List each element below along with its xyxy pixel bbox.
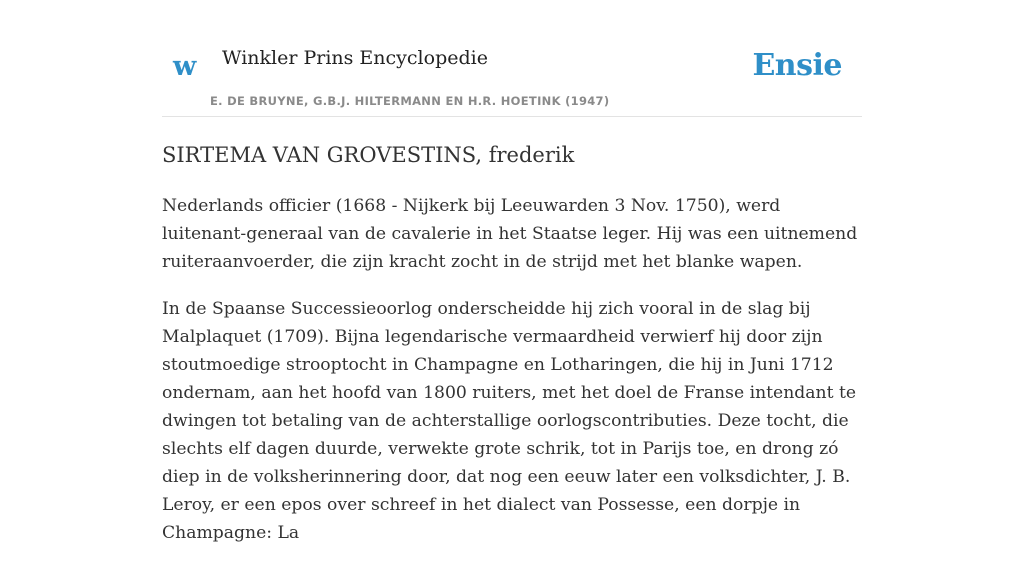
source-title: Winkler Prins Encyclopedie	[222, 47, 488, 69]
article-title: SIRTEMA VAN GROVESTINS, frederik	[162, 143, 575, 167]
article-paragraph-2: In de Spaanse Successieoorlog onderscheidde hij zich vooral in de slag bij Malplaquet (1709). Bijna legendarische vermaardheid verwierf hij door zijn stoutmoedige strooptocht in Champagne en Lotharingen, die hij in Juni 1712 ondernam, aan het hoofd van 1800 ruiters, met het doel de Franse intendant te dwingen tot betaling van de achterstallige oorlogscontributies. Deze tocht, die slechts elf dagen duurde, verwekte grote schrik, tot in Parijs toe, en drong zó diep in de volksherinnering door, dat nog een eeuw later een volksdichter, J. B. Leroy, er een epos over schreef in het dialect van Possesse, een dorpje in Champagne: La	[162, 299, 857, 543]
source-header	[162, 0, 862, 117]
article-body	[162, 192, 862, 566]
ensie-logo-link[interactable]: Ensie	[752, 48, 842, 83]
article-paragraph-1: Nederlands officier (1668 - Nijkerk bij Leeuwarden 3 Nov. 1750), werd luitenant-generaal van de cavalerie in het Staatse leger. Hij was een uitnemend ruiteraanvoerder, die zijn kracht zocht in de strijd met het blanke wapen.	[162, 196, 858, 272]
winkler-prins-logo: w	[173, 51, 197, 82]
source-authors: E. DE BRUYNE, G.B.J. HILTERMANN EN H.R. HOETINK (1947)	[210, 94, 610, 108]
article-page	[162, 0, 862, 543]
